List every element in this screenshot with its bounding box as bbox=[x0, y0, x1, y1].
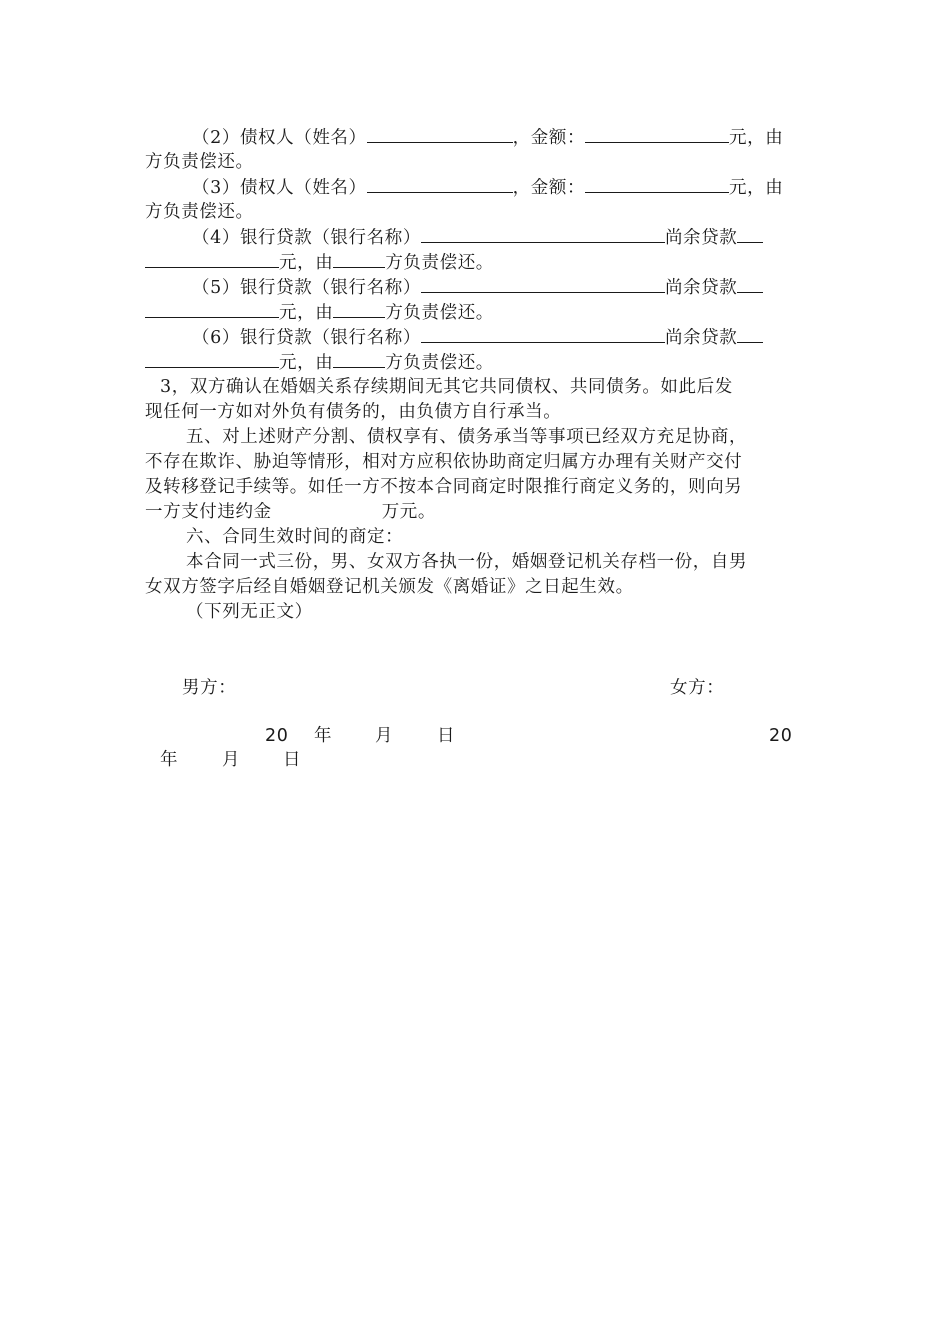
clause-3-line1: 3，双方确认在婚姻关系存续期间无其它共同债权、共同债务。如此后发 bbox=[160, 377, 733, 397]
female-date-month: 月 bbox=[222, 750, 241, 770]
debt-item-2-line1 bbox=[192, 125, 783, 151]
loan-item-label: 银行贷款（银行名称） bbox=[239, 278, 421, 298]
penalty-label: 一方支付违约金 bbox=[145, 502, 272, 522]
remaining-amount-blank-cont[interactable] bbox=[145, 300, 279, 318]
loan-item-6-line1 bbox=[192, 325, 763, 351]
loan-item-number: （5） bbox=[192, 278, 240, 298]
male-signature-label: 男方： bbox=[182, 678, 237, 698]
loan-item-tail: 方负责偿还。 bbox=[385, 353, 494, 373]
debt-item-number: （2） bbox=[192, 128, 240, 148]
unit-by-label: 元，由 bbox=[279, 353, 334, 373]
unit-by-label: 元，由 bbox=[729, 128, 784, 148]
debt-item-2-line2 bbox=[145, 150, 254, 175]
debt-item-3-line2 bbox=[145, 200, 254, 225]
debt-item-3-line1 bbox=[192, 175, 783, 201]
clause-6-title: 六、合同生效时间的商定： bbox=[186, 527, 404, 547]
bank-name-blank[interactable] bbox=[421, 225, 665, 243]
clause-5-line3: 及转移登记手续等。如任一方不按本合同商定时限推行商定义务的，则向另 bbox=[145, 477, 743, 497]
creditor-name-blank[interactable] bbox=[367, 175, 513, 193]
male-date-day: 日 bbox=[437, 726, 456, 746]
loan-item-5-line1 bbox=[192, 275, 763, 301]
amount-label: ，金额： bbox=[512, 178, 586, 198]
loan-item-4-line1 bbox=[192, 225, 763, 251]
penalty-unit: 万元。 bbox=[381, 502, 437, 522]
loan-item-number: （4） bbox=[192, 228, 240, 248]
clause-6-line2: 女双方签字后经自婚姻登记机关颁发《离婚证》之日起生效。 bbox=[145, 577, 634, 597]
responsible-party-blank[interactable] bbox=[333, 300, 385, 318]
loan-item-number: （6） bbox=[192, 328, 240, 348]
remaining-amount-blank-cont[interactable] bbox=[145, 350, 279, 368]
female-date-day: 日 bbox=[283, 750, 302, 770]
amount-blank[interactable] bbox=[585, 175, 729, 193]
loan-item-tail: 方负责偿还。 bbox=[385, 303, 494, 323]
loan-item-4-line2 bbox=[145, 250, 494, 276]
clause-6-line1: 本合同一式三份，男、女双方各执一份，婚姻登记机关存档一份，自男 bbox=[186, 552, 748, 572]
amount-label: ，金额： bbox=[512, 128, 586, 148]
remaining-amount-blank[interactable] bbox=[737, 325, 763, 343]
unit-by-label: 元，由 bbox=[279, 303, 334, 323]
remaining-loan-label: 尚余贷款 bbox=[664, 328, 738, 348]
clause-5-line4 bbox=[145, 500, 436, 525]
unit-by-label: 元，由 bbox=[729, 178, 784, 198]
male-date-month: 月 bbox=[375, 726, 394, 746]
remaining-amount-blank[interactable] bbox=[737, 225, 763, 243]
loan-item-label: 银行贷款（银行名称） bbox=[239, 228, 421, 248]
female-date-year-prefix: 20 bbox=[769, 726, 793, 746]
responsible-party-blank[interactable] bbox=[333, 250, 385, 268]
female-signature-label: 女方： bbox=[670, 678, 725, 698]
remaining-loan-label: 尚余贷款 bbox=[664, 228, 738, 248]
debt-item-tail: 方负责偿还。 bbox=[145, 202, 254, 222]
loan-item-tail: 方负责偿还。 bbox=[385, 253, 494, 273]
clause-3-line2: 现任何一方如对外负有债务的，由负债方自行承当。 bbox=[145, 402, 562, 422]
bank-name-blank[interactable] bbox=[421, 325, 665, 343]
remaining-amount-blank-cont[interactable] bbox=[145, 250, 279, 268]
male-date-year-prefix: 20 bbox=[265, 726, 289, 746]
clause-5-line2: 不存在欺诈、胁迫等情形，相对方应积依协助商定归属方办理有关财产交付 bbox=[145, 452, 743, 472]
male-date-year: 年 bbox=[314, 726, 333, 746]
bank-name-blank[interactable] bbox=[421, 275, 665, 293]
female-date-year: 年 bbox=[160, 750, 179, 770]
unit-by-label: 元，由 bbox=[279, 253, 334, 273]
creditor-name-blank[interactable] bbox=[367, 125, 513, 143]
remaining-loan-label: 尚余贷款 bbox=[664, 278, 738, 298]
debt-item-number: （3） bbox=[192, 178, 240, 198]
debt-item-label: 债权人（姓名） bbox=[239, 178, 367, 198]
remaining-amount-blank[interactable] bbox=[737, 275, 763, 293]
loan-item-6-line2 bbox=[145, 350, 494, 376]
no-more-text-note: （下列无正文） bbox=[186, 602, 313, 622]
loan-item-label: 银行贷款（银行名称） bbox=[239, 328, 421, 348]
responsible-party-blank[interactable] bbox=[333, 350, 385, 368]
loan-item-5-line2 bbox=[145, 300, 494, 326]
clause-5-line1: 五、对上述财产分割、债权享有、债务承当等事项已经双方充足协商， bbox=[186, 427, 748, 447]
debt-item-label: 债权人（姓名） bbox=[239, 128, 367, 148]
amount-blank[interactable] bbox=[585, 125, 729, 143]
debt-item-tail: 方负责偿还。 bbox=[145, 152, 254, 172]
